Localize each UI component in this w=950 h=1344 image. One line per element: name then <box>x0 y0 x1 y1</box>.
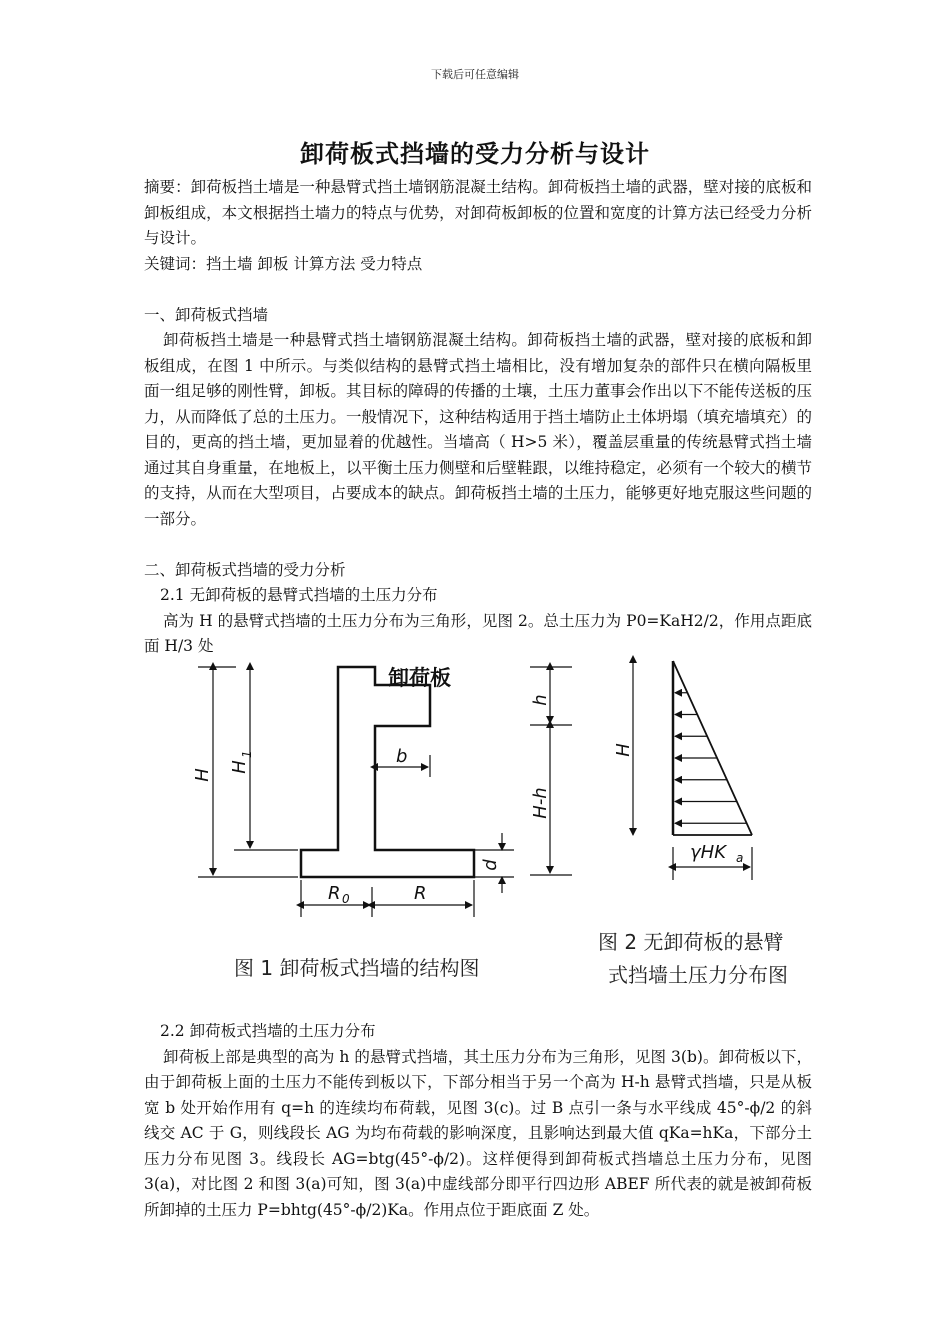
section1-heading: 一、卸荷板式挡墙 <box>144 305 269 324</box>
figure2-caption-line1: 图 2 无卸荷板的悬臂 <box>598 930 784 954</box>
subsection-2-1-heading: 2.1 无卸荷板的悬臂式挡墙的土压力分布 <box>160 586 438 604</box>
figure2-caption-line2: 式挡墙土压力分布图 <box>608 963 788 987</box>
label-d: d <box>480 859 501 871</box>
section2-heading: 二、卸荷板式挡墙的受力分析 <box>144 560 346 579</box>
label-h: h <box>530 694 551 706</box>
label-H-minus-h: H-h <box>530 787 551 819</box>
label-Ka-subscript: a <box>736 851 744 865</box>
label-b: b <box>396 746 408 767</box>
body-text-bottom <box>144 1019 812 1223</box>
keywords: 关键词：挡土墙 卸板 计算方法 受力特点 <box>144 254 423 273</box>
retaining-wall-outline <box>301 667 474 877</box>
label-R0: R <box>328 883 341 904</box>
label-unloading-plate: 卸荷板 <box>388 666 451 690</box>
figure1-structure <box>192 666 514 980</box>
body-text-top <box>144 175 812 660</box>
label-R: R <box>414 883 427 904</box>
figures-svg <box>180 655 820 1000</box>
section1-body: 卸荷板挡土墙是一种悬臂式挡土墙钢筋混凝土结构。卸荷板挡土墙的武器，壁对接的底板和卸板组成，在图 1 中所示。与类似结构的悬臂式挡土墙相比，没有增加复杂的部件只在横向隔板里面一组足够的刚性臂，卸板。其目标的障碍的传播的土壤，土压力董事会作出以下不能传送板的压力，从而降低了总的土压力。一般情况下，这种结构适用于挡土墙防止土体坍塌（填充墙填充）的目的，更高的挡土墙，更加显着的优越性。当墙高（ H>5 米），覆盖层重量的传统悬臂式挡土墙通过其自身重量，在地板上，以平衡土压力侧壁和后壁鞋跟，以维持稳定，必须有一个较大的横节的支持，从而在大型项目，占要成本的缺点。卸荷板挡土墙的土压力，能够更好地克服这些问题的一部分。 <box>144 331 812 528</box>
label-H: H <box>192 768 213 782</box>
label-H1-subscript: 1 <box>240 750 254 758</box>
triangle-hypotenuse <box>673 661 752 835</box>
subsection-2-2-heading: 2.2 卸荷板式挡墙的土压力分布 <box>160 1022 376 1040</box>
label-gamma-H-Ka: γHK <box>690 842 726 863</box>
figures-area <box>180 655 820 1000</box>
label-H-fig2: H <box>613 743 634 757</box>
figure1-caption: 图 1 卸荷板式挡墙的结构图 <box>234 956 480 980</box>
figure2-pressure <box>530 661 788 987</box>
document-title: 卸荷板式挡墙的受力分析与设计 <box>300 139 650 168</box>
pressure-arrows <box>675 693 747 824</box>
label-H1: H <box>229 760 250 774</box>
page-header: 下载后可任意编辑 <box>431 68 519 81</box>
abstract: 摘要：卸荷板挡土墙是一种悬臂式挡土墙钢筋混凝土结构。卸荷板挡土墙的武器，壁对接的底板和卸板组成，本文根据挡土墙力的特点与优势，对卸荷板卸板的位置和宽度的计算方法已经受力分析与设计。 <box>144 178 812 247</box>
label-R0-subscript: 0 <box>342 892 350 906</box>
subsection-2-2-body: 卸荷板上部是典型的高为 h 的悬臂式挡墙，其土压力分布为三角形，见图 3(b)。卸荷板以下，由于卸荷板上面的土压力不能传到板以下，下部分相当于另一个高为 H-h 悬臂式挡墙，只是从板宽 b 处开始作用有 q=h 的连续均布荷载，见图 3(c)。过 B 点引一条与水平线成 45°-ϕ/2 的斜线交 AC 于 G，则线段长 AG 为均布荷载的影响深度，且影响达到最大值 qKa=hKa，下部分土压力分布见图 3。线段长 AG=btg(45°-ϕ/2)。这样便得到卸荷板式挡墙总土压力分布，见图 3(a)，对比图 2 和图 3(a)可知，图 3(a)中虚线部分即平行四边形 ABEF 所代表的就是被卸荷板所卸掉的土压力 P=bhtg(45°-ϕ/2)Ka。作用点位于距底面 Z 处。 <box>144 1047 812 1219</box>
subsection-2-1-body: 高为 H 的悬臂式挡墙的土压力分布为三角形，见图 2。总土压力为 P0=KaH2/2，作用点距底面 H/3 处 <box>144 611 812 655</box>
